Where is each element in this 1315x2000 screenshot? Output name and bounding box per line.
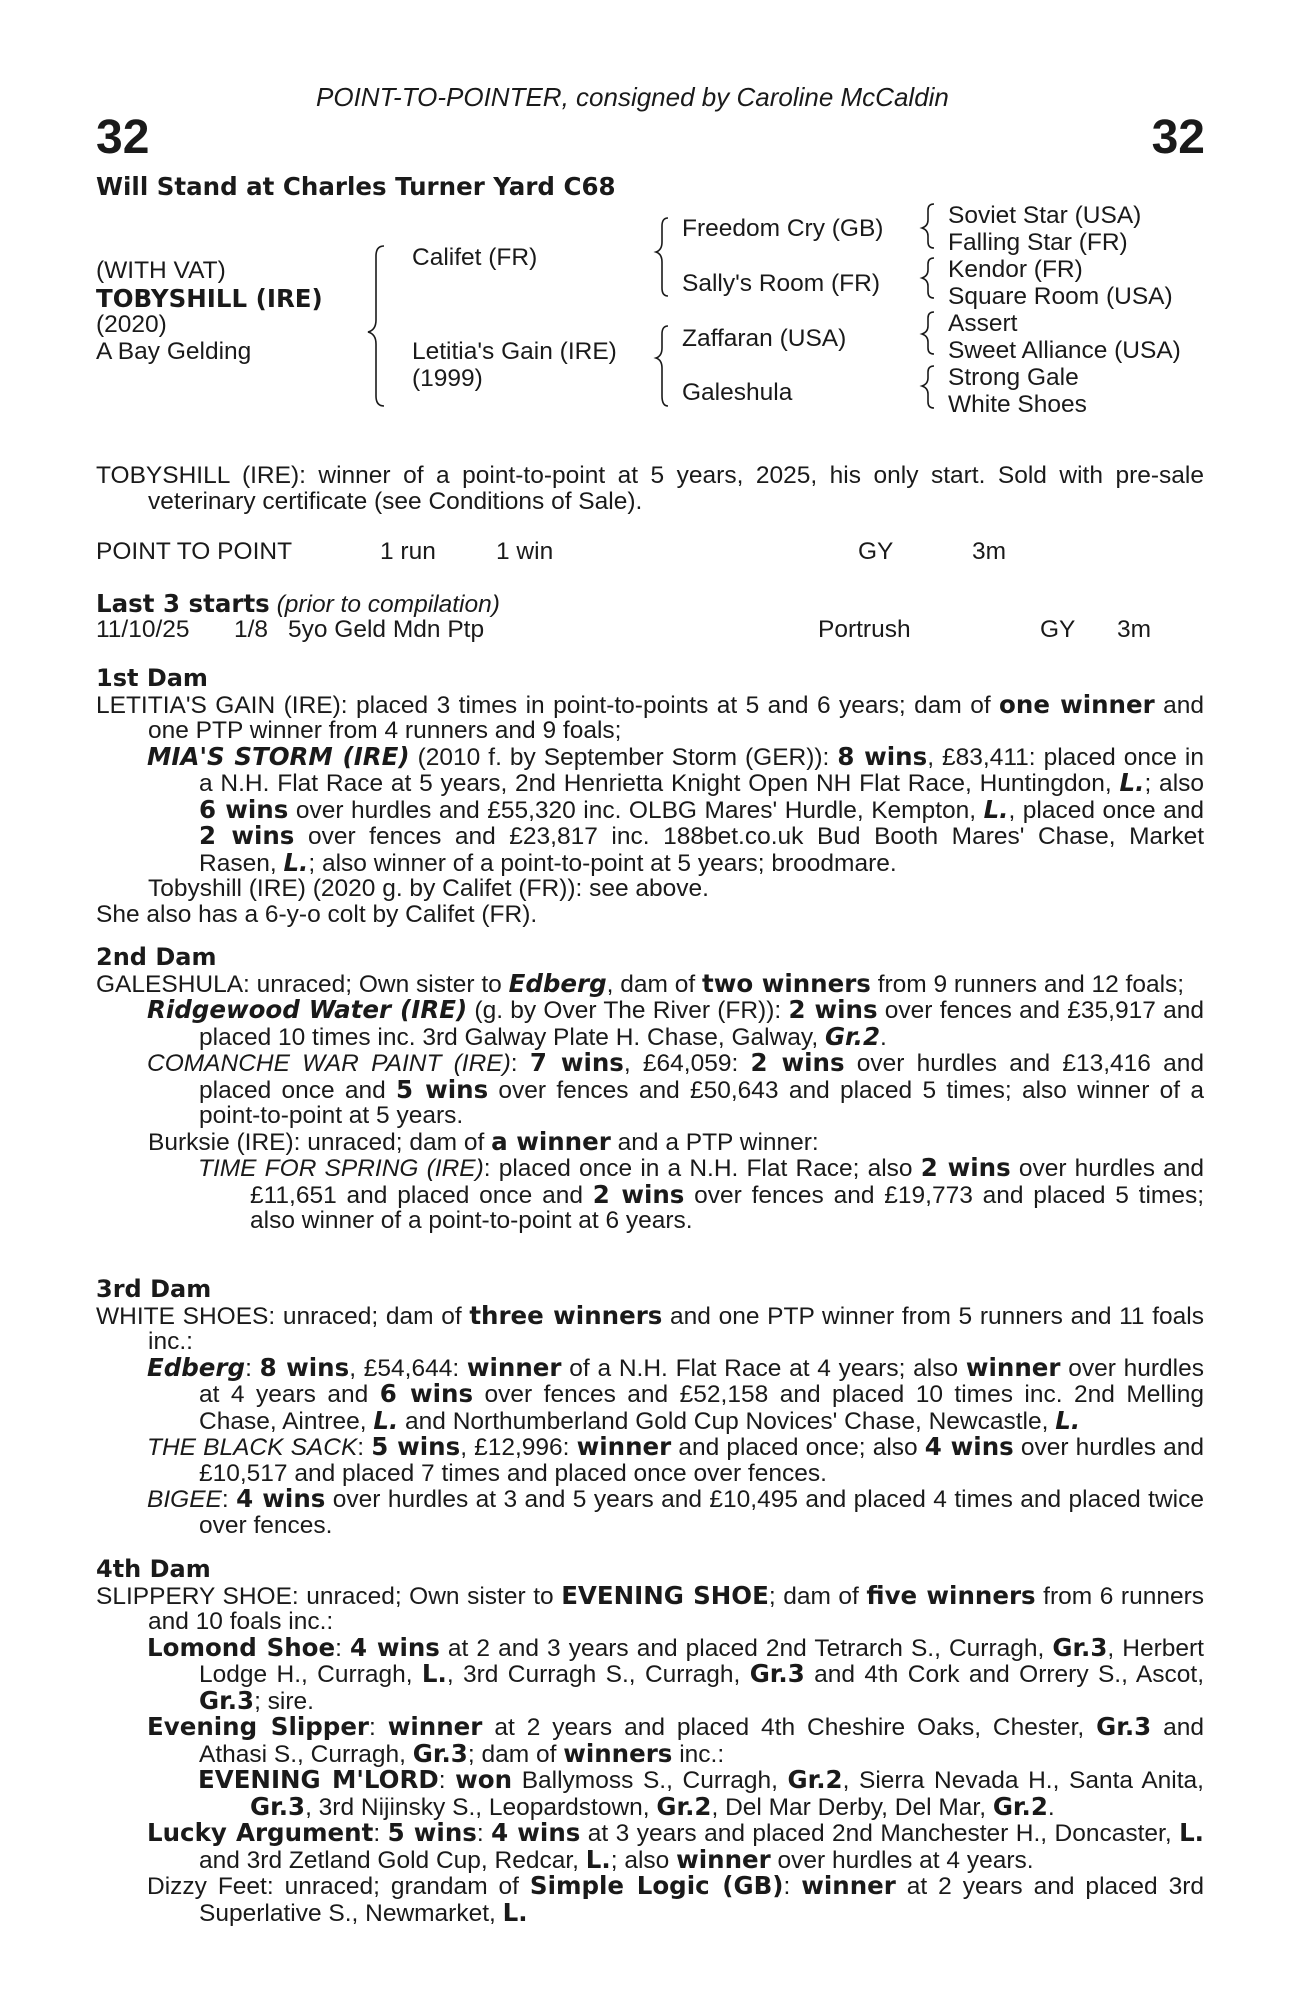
progeny-tobyshill: Tobyshill (IRE) (2020 g. by Califet (FR)): see above. — [148, 875, 709, 902]
progeny-edberg: Edberg: 8 wins, £54,644: winner of a N.H. Flat Race at 4 years; also winner over hurdles at 4 years and 6 wins over fences and £52,158 and placed 10 times inc. 2nd Melling Chase, Aintree, L. and Northumberland Gold Cup Novices' Chase, Newcastle, L. — [147, 1352, 1204, 1435]
progeny-lomond-shoe: Lomond Shoe: 4 wins at 2 and 3 years and placed 2nd Tetrarch S., Curragh, Gr.3, Herbert Lodge H., Curragh, L., 3rd Curragh S., Curragh, Gr.3 and 4th Cork and Orrery S., Ascot, Gr.3; sire. — [147, 1632, 1204, 1715]
last-starts-heading — [96, 591, 500, 618]
record-label: POINT TO POINT — [96, 538, 293, 565]
pedigree-dam-dam: Galeshula — [682, 379, 793, 406]
third-dam-title: 3rd Dam — [96, 1275, 212, 1303]
start-course: Portrush — [818, 616, 911, 643]
pedigree-sire-dam: Sally's Room (FR) — [682, 270, 880, 297]
progeny-dizzy-feet: Dizzy Feet: unraced; grandam of Simple Logic (GB): winner at 2 years and placed 3rd Superlative S., Newmarket, L. — [147, 1871, 1204, 1927]
record-runs: 1 run — [380, 538, 436, 565]
pedigree-dam-sire: Zaffaran (USA) — [682, 325, 847, 352]
pedigree-dds: Strong Gale — [948, 364, 1079, 391]
progeny-time-for-spring: TIME FOR SPRING (IRE): placed once in a N.H. Flat Race; also 2 wins over hurdles and £11,651 and placed once and 2 wins over fences and £19,773 and placed 5 times; also winner of a point-to-point at 6 years. — [198, 1153, 1205, 1234]
last-starts-note: (prior to compilation) — [276, 591, 500, 618]
pedigree-sss: Soviet Star (USA) — [948, 202, 1142, 229]
first-dam-title: 1st Dam — [96, 664, 208, 692]
lot-number-right: 32 — [1151, 111, 1205, 164]
progeny-evening-slipper: Evening Slipper: winner at 2 years and placed 4th Cheshire Oaks, Chester, Gr.3 and Athasi S., Curragh, Gr.3; dam of winners inc.: — [147, 1712, 1204, 1768]
progeny-evening-mlord: EVENING M'LORD: won Ballymoss S., Curragh, Gr.2, Sierra Nevada H., Santa Anita, Gr.3, 3rd Nijinsky S., Leopardstown, Gr.2, Del Mar Derby, Del Mar, Gr.2. — [198, 1765, 1204, 1821]
progeny-mias-storm: MIA'S STORM (IRE) (2010 f. by September Storm (GER)): 8 wins, £83,411: placed once in a N.H. Flat Race at 5 years, 2nd Henrietta Knight Open NH Flat Race, Huntingdon, L.; also 6 wins over hurdles and £55,320 inc. OLBG Mares' Hurdle, Kempton, L., placed once and 2 wins over fences and £23,817 inc. 188bet.co.uk Bud Booth Mares' Chase, Market Rasen, L.; also winner of a point-to-point at 5 years; broodmare. — [147, 741, 1205, 877]
start-going: GY — [1040, 616, 1076, 643]
progeny-comanche-war-paint: COMANCHE WAR PAINT (IRE): 7 wins, £64,059: 2 wins over hurdles and £13,416 and placed once and 5 wins over fences and £50,643 and placed 5 times; also winner of a point-to-point at 5 years. — [147, 1048, 1204, 1129]
pedigree-ssd: Falling Star (FR) — [948, 229, 1128, 256]
third-dam-section — [96, 1277, 1204, 1538]
vat-note: (WITH VAT) — [96, 257, 226, 284]
start-position: 1/8 — [234, 616, 269, 643]
last-starts-title: Last 3 starts — [96, 589, 270, 618]
fourth-dam-title: 4th Dam — [96, 1555, 211, 1583]
first-dam-also: She also has a 6-y-o colt by Califet (FR). — [96, 900, 538, 928]
second-dam-title: 2nd Dam — [96, 943, 217, 971]
pedigree-dam: Letitia's Gain (IRE) — [412, 338, 617, 365]
pedigree-dsd: Sweet Alliance (USA) — [948, 337, 1181, 364]
bracket-dd — [922, 366, 934, 408]
bracket-dam — [656, 326, 668, 406]
summary-text: TOBYSHILL (IRE): winner of a point-to-point at 5 years, 2025, his only start. Sold with pre-sale veterinary certificate (see Conditions of Sale). — [96, 462, 1204, 515]
start-date: 11/10/25 — [96, 616, 190, 643]
horse-year: (2020) — [96, 311, 167, 338]
pedigree-dss: Assert — [948, 310, 1018, 337]
fourth-dam-section — [96, 1557, 1204, 1926]
pedigree-sire-sire: Freedom Cry (GB) — [682, 215, 884, 242]
race-summary — [96, 463, 1204, 514]
bracket-ds — [922, 312, 934, 354]
horse-name: TOBYSHILL (IRE) — [96, 284, 323, 313]
first-dam-section — [96, 666, 1204, 927]
progeny-burksie: Burksie (IRE): unraced; dam of a winner and a PTP winner: — [148, 1126, 819, 1156]
third-dam-text: WHITE SHOES: unraced; dam of three winners and one PTP winner from 5 runners and 11 foals inc.: — [96, 1300, 1204, 1355]
pedigree-sds: Kendor (FR) — [948, 256, 1083, 283]
pedigree-sdd: Square Room (USA) — [948, 283, 1173, 310]
horse-description: A Bay Gelding — [96, 338, 252, 365]
progeny-bigee: BIGEE: 4 wins over hurdles at 3 and 5 years and £10,495 and placed 4 times and placed twice over fences. — [147, 1484, 1204, 1539]
pedigree-sire: Califet (FR) — [412, 244, 538, 271]
record-wins: 1 win — [496, 538, 554, 565]
start-race: 5yo Geld Mdn Ptp — [288, 616, 485, 643]
bracket-ss — [922, 204, 934, 248]
stand-location: Will Stand at Charles Turner Yard C68 — [96, 172, 616, 201]
second-dam-text: GALESHULA: unraced; Own sister to Edberg, dam of two winners from 9 runners and 12 foals; — [96, 968, 1185, 998]
progeny-lucky-argument: Lucky Argument: 5 wins: 4 wins at 3 years and placed 2nd Manchester H., Doncaster, L. and 3rd Zetland Gold Cup, Redcar, L.; also winner over hurdles at 4 years. — [147, 1818, 1204, 1874]
second-dam-section — [96, 945, 1204, 1234]
record-going: GY — [858, 538, 894, 565]
start-distance: 3m — [1117, 616, 1152, 643]
bracket-sd — [922, 258, 934, 298]
bracket-sire — [656, 218, 668, 296]
progeny-the-black-sack: THE BLACK SACK: 5 wins, £12,996: winner and placed once; also 4 wins over hurdles and £10,517 and placed 7 times and placed once over fences. — [147, 1432, 1204, 1487]
pedigree-ddd: White Shoes — [948, 391, 1087, 418]
first-dam-text: LETITIA'S GAIN (IRE): placed 3 times in point-to-points at 5 and 6 years; dam of one winner and one PTP winner from 4 runners and 9 foals; — [96, 689, 1204, 744]
pedigree-dam-year: (1999) — [412, 365, 483, 392]
record-distance: 3m — [972, 538, 1007, 565]
lot-number-left: 32 — [96, 111, 150, 164]
fourth-dam-text: SLIPPERY SHOE: unraced; Own sister to EVENING SHOE; dam of five winners from 6 runners and 10 foals inc.: — [96, 1580, 1204, 1635]
progeny-ridgewood-water: Ridgewood Water (IRE) (g. by Over The River (FR)): 2 wins over fences and £35,917 and placed 10 times inc. 3rd Galway Plate H. Chase, Galway, Gr.2. — [147, 995, 1204, 1051]
bracket-dam-sire — [368, 246, 384, 406]
consignment-title: POINT-TO-POINTER, consigned by Caroline McCaldin — [316, 82, 949, 112]
